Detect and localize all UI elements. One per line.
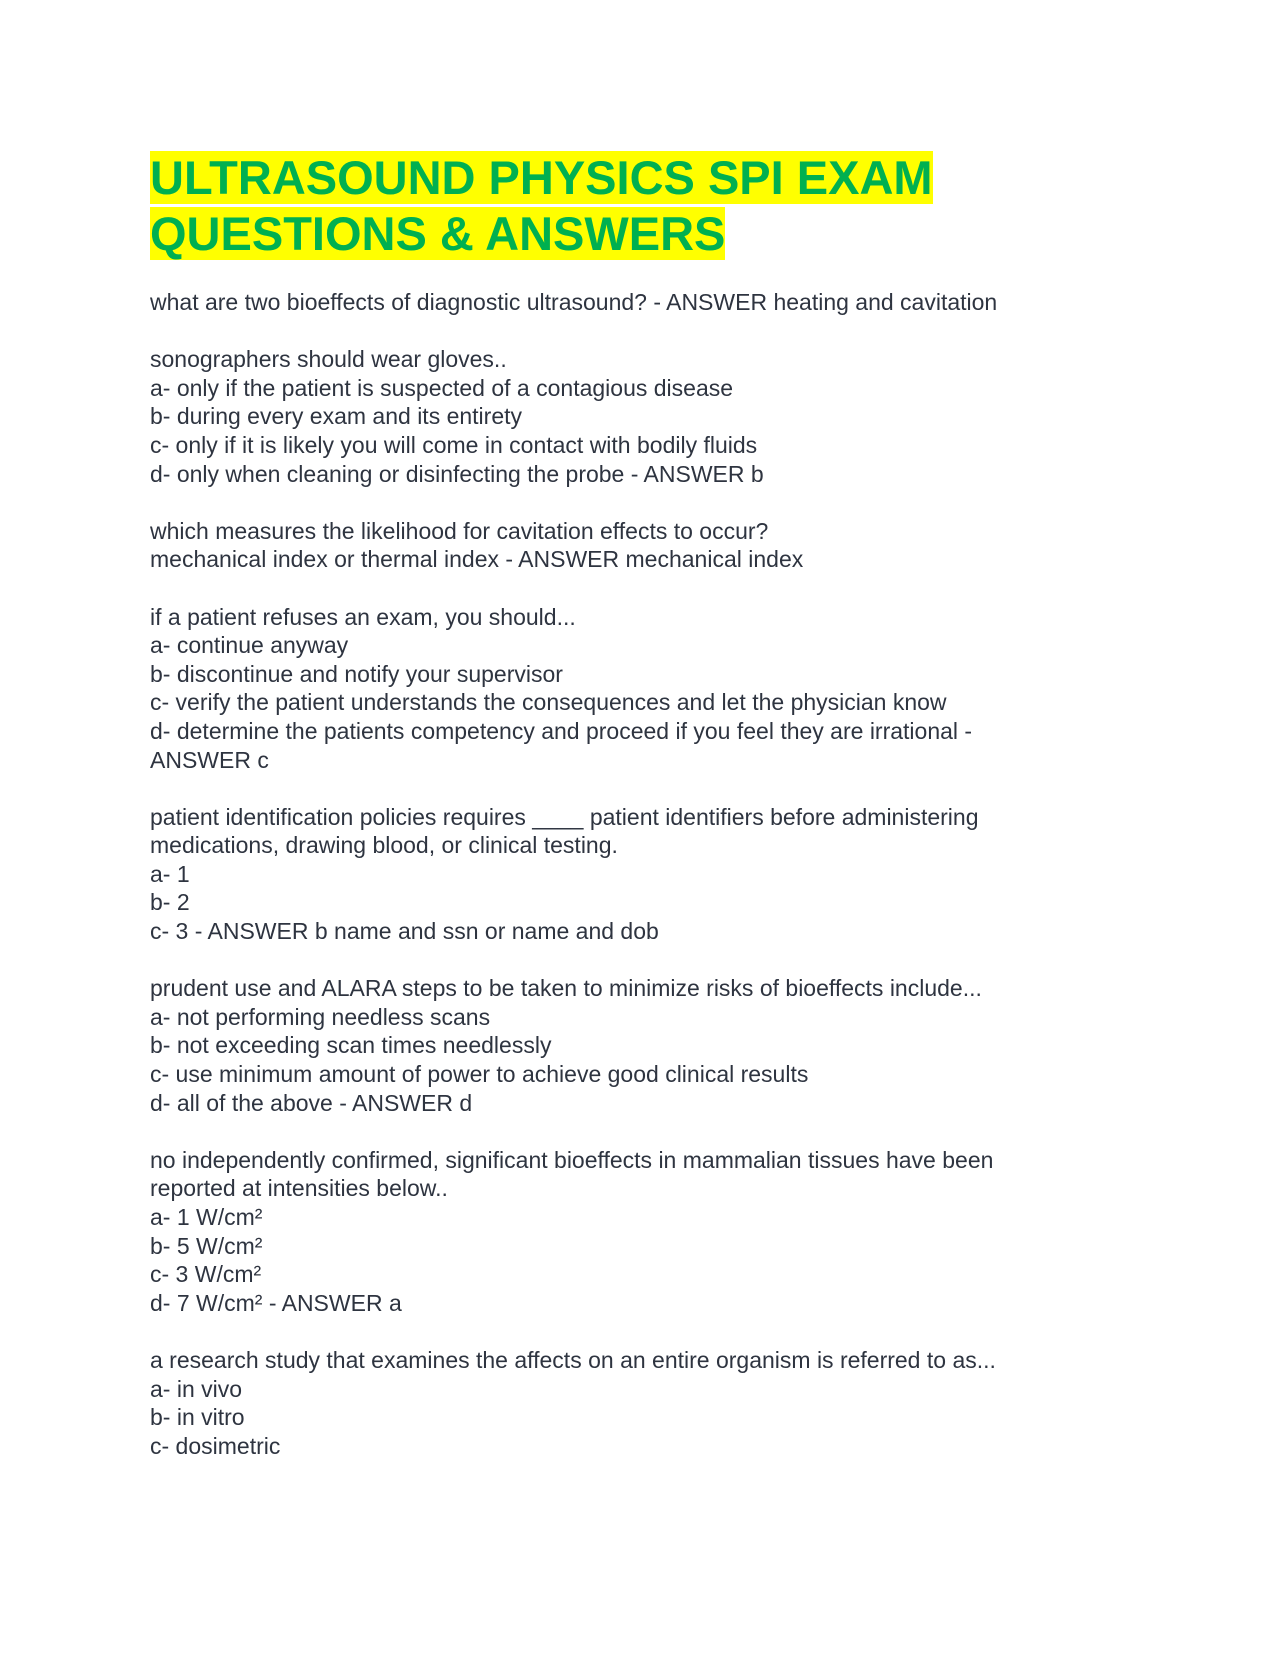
answer-line: ANSWER c: [150, 746, 269, 773]
qa-block: [150, 974, 1150, 1117]
answer-line: c- dosimetric: [150, 1432, 281, 1459]
qa-block: [150, 517, 1150, 574]
answer-line: reported at intensities below..: [150, 1175, 448, 1202]
answer-line: c- 3 - ANSWER b name and ssn or name and dob: [150, 918, 659, 945]
question-text: if a patient refuses an exam, you should...: [150, 603, 576, 630]
qa-block: [150, 1146, 1150, 1318]
answer-line: c- use minimum amount of power to achieve good clinical results: [150, 1061, 809, 1088]
question-text: a research study that examines the affects on an entire organism is referred to as...: [150, 1346, 996, 1373]
qa-block: [150, 288, 1150, 317]
question-text: which measures the likelihood for cavitation effects to occur?: [150, 517, 769, 544]
question-text: sonographers should wear gloves..: [150, 346, 507, 373]
qa-block: [150, 345, 1150, 488]
answer-line: a- not performing needless scans: [150, 1003, 491, 1030]
answer-line: d- 7 W/cm² - ANSWER a: [150, 1289, 402, 1316]
answer-line: a- continue anyway: [150, 632, 349, 659]
question-text: what are two bioeffects of diagnostic ultrasound? - ANSWER heating and cavitation: [150, 289, 998, 315]
question-text: patient identification policies requires ____ patient identifiers before administering: [150, 803, 979, 830]
answer-line: b- in vitro: [150, 1404, 245, 1431]
qa-list: [150, 288, 1150, 1460]
document-title: [150, 150, 1020, 262]
answer-line: c- only if it is likely you will come in contact with bodily fluids: [150, 431, 758, 458]
title-line-2: QUESTIONS & ANSWERS: [150, 207, 726, 260]
answer-line: b- 2: [150, 889, 190, 916]
answer-line: d- only when cleaning or disinfecting the probe - ANSWER b: [150, 460, 764, 487]
qa-block: [150, 803, 1150, 946]
answer-line: d- determine the patients competency and proceed if you feel they are irrational -: [150, 717, 973, 744]
qa-block: [150, 1346, 1150, 1460]
answer-line: d- all of the above - ANSWER d: [150, 1089, 473, 1116]
answer-line: a- 1: [150, 860, 190, 887]
answer-line: c- 3 W/cm²: [150, 1261, 262, 1288]
answer-line: b- during every exam and its entirety: [150, 403, 523, 430]
answer-line: b- not exceeding scan times needlessly: [150, 1032, 552, 1059]
answer-line: medications, drawing blood, or clinical testing.: [150, 832, 618, 859]
question-text: prudent use and ALARA steps to be taken to minimize risks of bioeffects include...: [150, 975, 982, 1002]
answer-line: a- 1 W/cm²: [150, 1204, 263, 1230]
document-page: [150, 150, 1150, 1489]
answer-line: c- verify the patient understands the consequences and let the physician know: [150, 689, 947, 716]
answer-line: a- in vivo: [150, 1375, 243, 1402]
answer-line: b- 5 W/cm²: [150, 1232, 263, 1259]
answer-line: b- discontinue and notify your supervisor: [150, 660, 563, 687]
question-text: no independently confirmed, significant bioeffects in mammalian tissues have been: [150, 1146, 994, 1173]
answer-line: mechanical index or thermal index - ANSWER mechanical index: [150, 546, 804, 573]
qa-block: [150, 603, 1150, 775]
answer-line: a- only if the patient is suspected of a contagious disease: [150, 374, 734, 401]
title-line-1: ULTRASOUND PHYSICS SPI EXAM: [150, 151, 933, 204]
